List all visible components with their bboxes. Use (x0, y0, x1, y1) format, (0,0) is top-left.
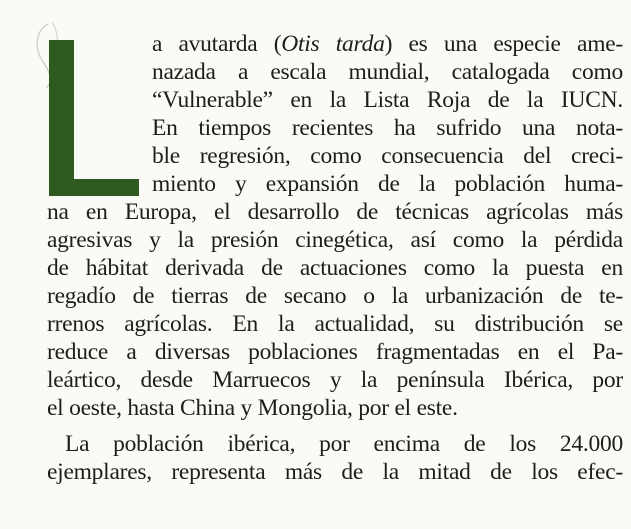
text-line: de hábitat derivada de actuaciones como la puesta en (47, 255, 623, 281)
text-segment: ) es una especie ame- (384, 31, 624, 57)
species-name-italic: Otis tarda (281, 31, 385, 57)
text-line: “Vulnerable” en la Lista Roja de la IUCN. (152, 87, 623, 113)
text-line: miento y expansión de la población huma- (152, 171, 623, 197)
text-line: agresivas y la presión cinegética, así como la pérdida (47, 227, 623, 253)
text-line: reduce a diversas poblaciones fragmentadas en el Pa- (47, 339, 623, 365)
text-line: na en Europa, el desarrollo de técnicas agrícolas más (47, 199, 623, 225)
text-line: el oeste, hasta China y Mongolia, por el este. (47, 395, 458, 421)
text-line: La población ibérica, por encima de los 24.000 (65, 431, 623, 457)
drop-cap-letter (49, 40, 139, 196)
text-line: ejemplares, representa más de la mitad de los efec- (47, 459, 623, 485)
text-line: leártico, desde Marruecos y la península Ibérica, por (47, 367, 623, 393)
drop-cap-stem (49, 40, 74, 196)
text-line: nazada a escala mundial, catalogada como (152, 59, 623, 85)
text-segment: a avutarda ( (152, 31, 282, 57)
text-line: rrenos agrícolas. En la actualidad, su distribución se (47, 311, 623, 337)
drop-cap-foot (49, 179, 139, 196)
text-line: En tiempos recientes ha sufrido una nota- (152, 115, 623, 141)
text-line (152, 30, 623, 58)
text-line: regadío de tierras de secano o la urbanización de te- (47, 283, 623, 309)
text-line: ble regresión, como consecuencia del creci- (152, 143, 623, 169)
